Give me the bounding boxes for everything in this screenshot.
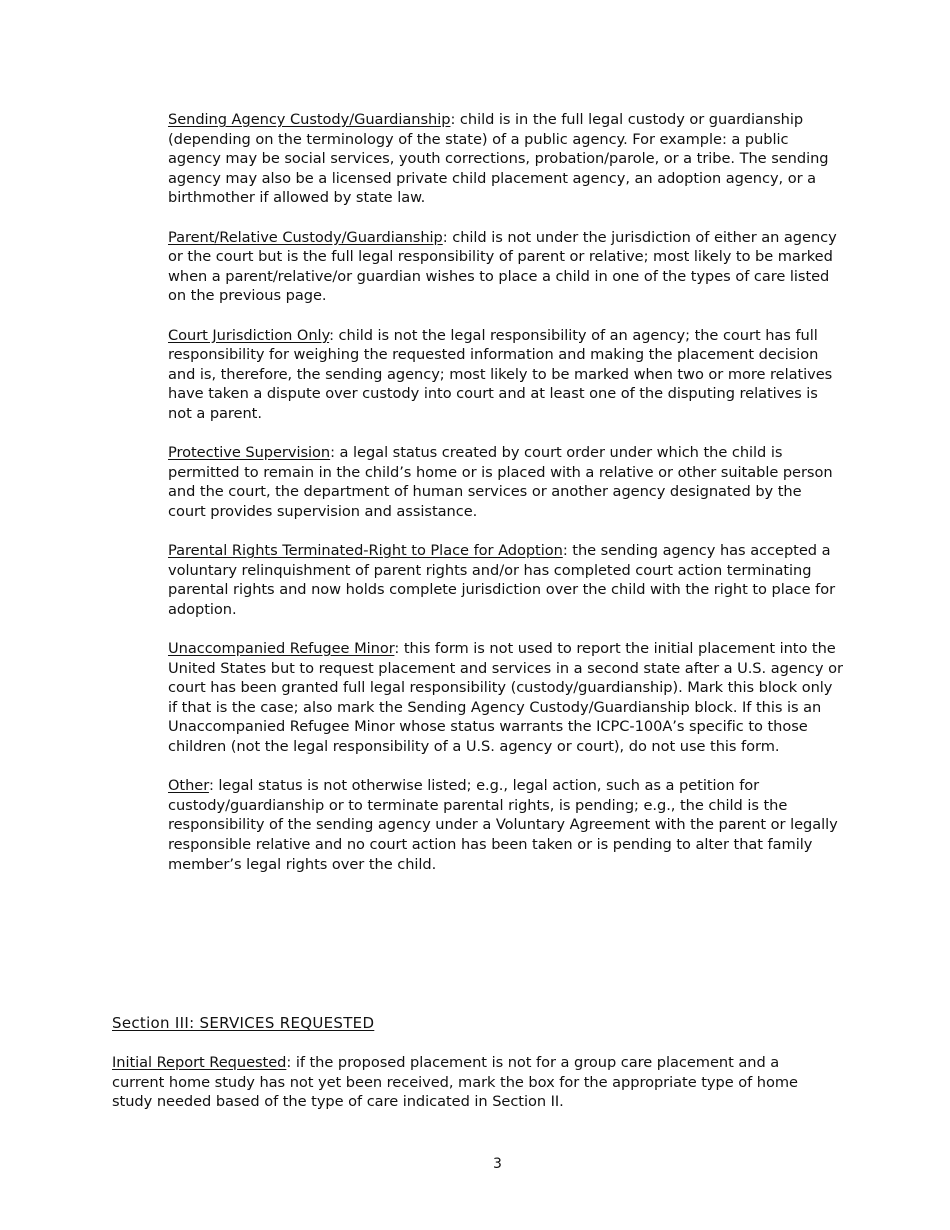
definition-term: Unaccompanied Refugee Minor xyxy=(168,640,395,658)
definition-sending-agency-custody xyxy=(168,110,843,208)
definition-parental-rights-terminated xyxy=(168,541,843,619)
definition-text: : if the proposed placement is not for a group care placement and a current home study has not yet been received, mark the box for the appropriate type of home study needed based of the type of care indicated in Section II. xyxy=(112,1054,798,1111)
definition-term: Other xyxy=(168,777,209,795)
definition-term: Parent/Relative Custody/Guardianship xyxy=(168,228,443,246)
section-iii-services-requested xyxy=(112,1013,822,1112)
definition-text: : legal status is not otherwise listed; e.g., legal action, such as a petition for custody/guardianship or to terminate parental rights, is pending; e.g., the child is the responsibility of the sending agency under a Voluntary Agreement with the parent or legally responsible relative and no court action has been taken or is pending to alter that family member’s legal rights over the child. xyxy=(168,777,838,873)
definition-term: Sending Agency Custody/Guardianship xyxy=(168,111,451,128)
definition-term: Protective Supervision xyxy=(168,444,331,462)
definition-term: Court Jurisdiction Only xyxy=(168,326,330,344)
definition-protective-supervision xyxy=(168,443,843,521)
definition-other xyxy=(168,776,843,874)
definition-text: : the sending agency has accepted a voluntary relinquishment of parent rights and/or has completed court action terminating parental rights and now holds complete jurisdiction over the child with the right to place for adoption. xyxy=(168,542,836,618)
definition-term: Initial Report Requested xyxy=(112,1054,287,1071)
page-number: 3 xyxy=(493,1156,502,1172)
definition-text: : child is not the legal responsibility of an agency; the court has full responsibility for weighing the requested information and making the placement decision and is, therefore, the sending agency; most likely to be marked when two or more relatives have taken a dispute over custody into court and at least one of the disputing relatives is not a parent. xyxy=(168,326,833,422)
definition-term: Parental Rights Terminated-Right to Place for Adoption xyxy=(168,542,563,560)
section-title: Section III: SERVICES REQUESTED xyxy=(112,1014,375,1032)
definition-initial-report-requested xyxy=(112,1053,822,1112)
definition-unaccompanied-refugee-minor xyxy=(168,639,843,757)
definition-court-jurisdiction-only xyxy=(168,326,843,424)
definition-text: : a legal status created by court order under which the child is permitted to remain in the child’s home or is placed with a relative or other suitable person and the court, the department of human services or another agency designated by the court provides supervision and assistance. xyxy=(168,444,833,520)
definition-text: : child is in the full legal custody or guardianship (depending on the terminology of the state) of a public agency. For example: a public agency may be social services, youth corrections, probation/parole, or a tribe. The sending agency may also be a licensed private child placement agency, an adoption agency, or a birthmother if allowed by state law. xyxy=(168,111,829,207)
legal-status-definitions xyxy=(168,110,843,894)
definition-text: : child is not under the jurisdiction of either an agency or the court but is the full legal responsibility of parent or relative; most likely to be marked when a parent/relative/or guardian wishes to place a child in one of the types of care listed on the previous page. xyxy=(168,228,837,305)
definition-parent-relative-custody xyxy=(168,228,843,306)
definition-text: : this form is not used to report the initial placement into the United States but to request placement and services in a second state after a U.S. agency or court has been granted full legal responsibility (custody/guardianship). Mark this block only if that is the case; also mark the Sending Agency Custody/Guardianship block. If this is an Unaccompanied Refugee Minor whose status warrants the ICPC-100A’s specific to those children (not the legal responsibility of a U.S. agency or court), do not use this form. xyxy=(168,640,843,755)
